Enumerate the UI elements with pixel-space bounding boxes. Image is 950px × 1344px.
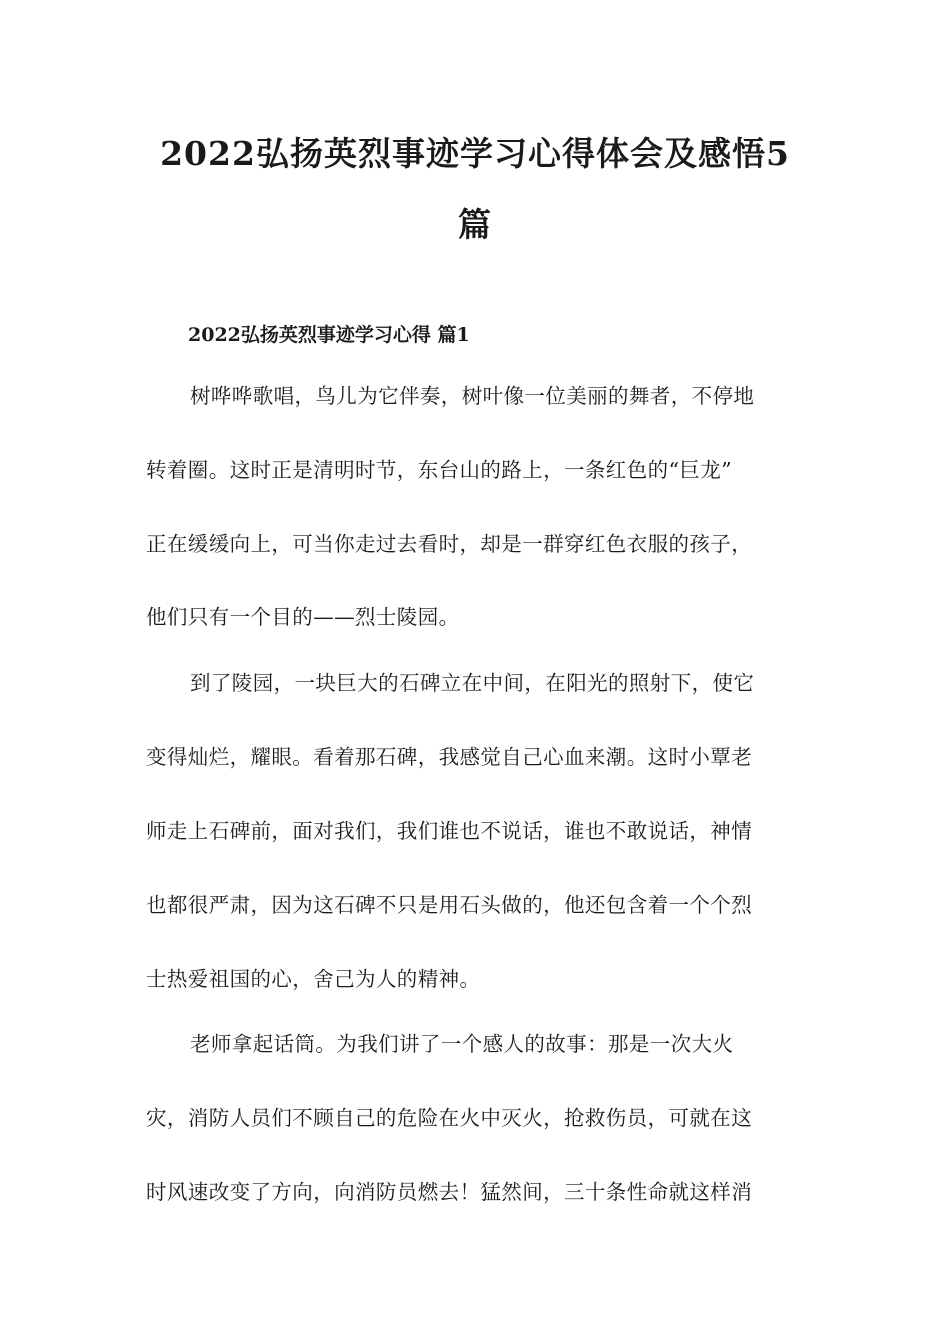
- document-title-line-1: 2022弘扬英烈事迹学习心得体会及感悟5: [160, 134, 790, 173]
- body-line: 他们只有一个目的——烈士陵园。: [146, 605, 460, 629]
- body-line: 也都很严肃，因为这石碑不只是用石头做的，他还包含着一个个烈: [146, 893, 753, 917]
- body-line: 士热爱祖国的心，舍己为人的精神。: [146, 967, 481, 991]
- body-line: 时风速改变了方向，向消防员燃去！猛然间，三十条性命就这样消: [146, 1180, 753, 1204]
- body-line: 正在缓缓向上，可当你走过去看时，却是一群穿红色衣服的孩子，: [146, 532, 753, 556]
- body-line: 到了陵园，一块巨大的石碑立在中间，在阳光的照射下，使它: [190, 671, 755, 695]
- body-line: 变得灿烂，耀眼。看着那石碑，我感觉自己心血来潮。这时小覃老: [146, 745, 753, 769]
- body-line: 树哗哗歌唱，鸟儿为它伴奏，树叶像一位美丽的舞者，不停地: [190, 384, 755, 408]
- body-line: 灾，消防人员们不顾自己的危险在火中灭火，抢救伤员，可就在这: [146, 1106, 753, 1130]
- body-line: 老师拿起话筒。为我们讲了一个感人的故事：那是一次大火: [190, 1032, 734, 1056]
- body-line: 师走上石碑前，面对我们，我们谁也不说话，谁也不敢说话，神情: [146, 819, 753, 843]
- section-heading: 2022弘扬英烈事迹学习心得 篇1: [188, 324, 470, 346]
- body-line: 转着圈。这时正是清明时节，东台山的路上，一条红色的“巨龙”: [146, 458, 733, 482]
- document-title-line-2: 篇: [458, 205, 492, 244]
